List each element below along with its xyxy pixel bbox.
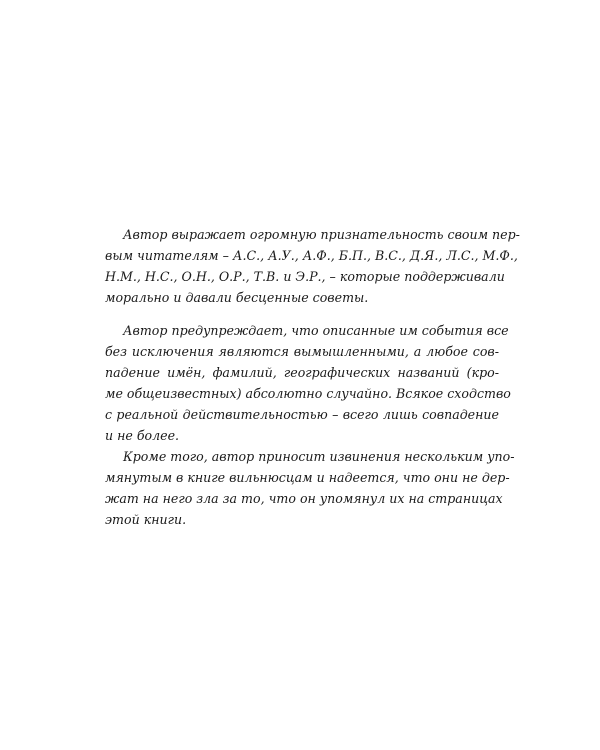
disclaimer-p2-line-2: мянутым в книге вильнюсцам и надеется, что они не дер- <box>105 470 510 485</box>
disclaimer-block <box>105 320 515 530</box>
acknowledgement-line-2: вым читателям – А.С., А.У., А.Ф., Б.П., В.С., Д.Я., Л.С., М.Ф., <box>105 248 518 263</box>
disclaimer-p2-line-3: жат на него зла за то, что он упомянул их на страницах <box>105 491 503 506</box>
disclaimer-p2-line-1: Кроме того, автор приносит извинения нескольким упо- <box>123 449 515 464</box>
acknowledgement-block <box>105 224 520 308</box>
disclaimer-p1-line-6: и не более. <box>105 428 180 443</box>
disclaimer-p1-line-4: ме общеизвестных) абсолютно случайно. Всякое сходство <box>105 386 511 401</box>
acknowledgement-line-1: Автор выражает огромную признательность своим пер- <box>123 227 520 242</box>
disclaimer-p1-line-3: падение имён, фамилий, географических названий (кро- <box>105 365 499 380</box>
acknowledgement-line-4: морально и давали бесценные советы. <box>105 290 369 305</box>
acknowledgement-line-3: Н.М., Н.С., О.Н., О.Р., Т.В. и Э.Р., – которые поддерживали <box>105 269 505 284</box>
disclaimer-p1-line-5: с реальной действительностью – всего лишь совпадение <box>105 407 499 422</box>
disclaimer-p1-line-2: без исключения являются вымышленными, а любое сов- <box>105 344 499 359</box>
disclaimer-p1-line-1: Автор предупреждает, что описанные им события все <box>123 323 509 338</box>
disclaimer-p2-line-4: этой книги. <box>105 512 187 527</box>
